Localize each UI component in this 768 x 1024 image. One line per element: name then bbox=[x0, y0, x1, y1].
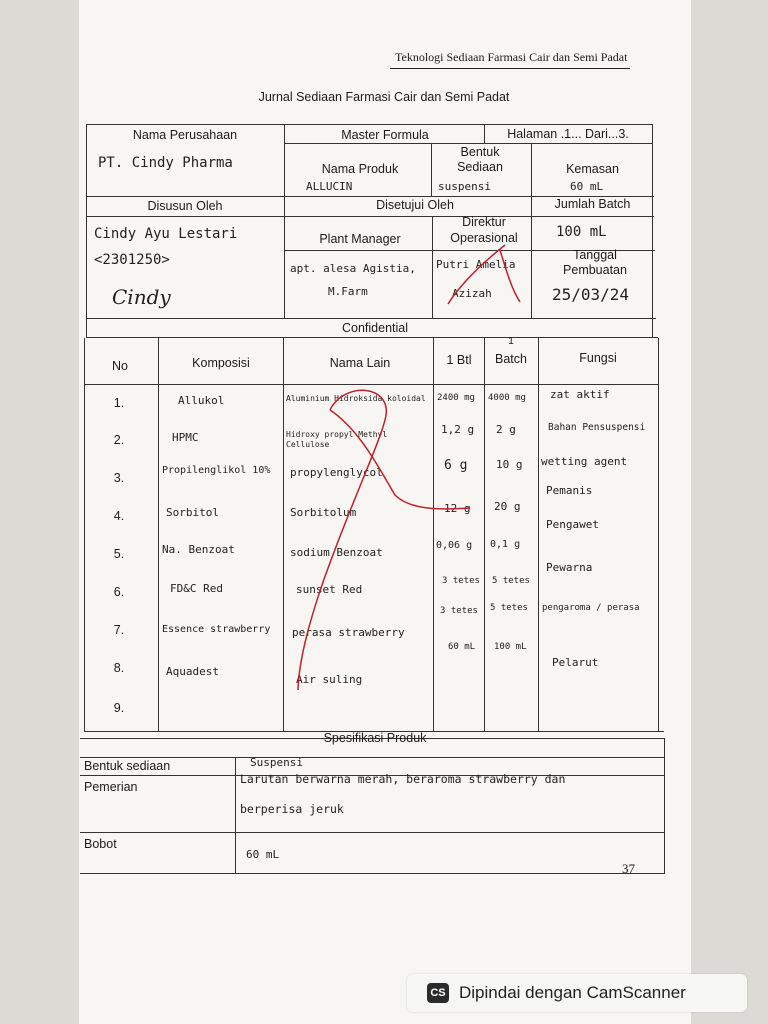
row-komposisi: Propilenglikol 10% bbox=[162, 465, 271, 476]
row-fungsi: Bahan Pensuspensi bbox=[548, 422, 646, 433]
document-title: Jurnal Sediaan Farmasi Cair dan Semi Padat bbox=[258, 90, 510, 104]
master-formula-label: Master Formula bbox=[341, 128, 429, 142]
tanggal-value: 25/03/24 bbox=[552, 285, 630, 304]
row-batch: 4000 mg bbox=[488, 393, 526, 403]
pemerian-label: Pemerian bbox=[84, 780, 138, 794]
row-no: 9. bbox=[113, 701, 125, 715]
row-batch: 0,1 g bbox=[490, 539, 521, 550]
bobot-value: 60 mL bbox=[246, 848, 280, 861]
row-btl: 12 g bbox=[444, 502, 471, 515]
row-batch: 2 g bbox=[496, 423, 516, 436]
red-ink-loop bbox=[298, 390, 473, 690]
bentuk-sediaan-spec-label: Bentuk sediaan bbox=[84, 759, 171, 773]
row-nama-lain: sunset Red bbox=[296, 583, 363, 596]
row-batch: 5 tetes bbox=[490, 603, 528, 613]
bentuk-sediaan-value: suspensi bbox=[438, 180, 491, 193]
row-nama-lain: propylenglycol bbox=[290, 466, 383, 479]
row-fungsi: Pelarut bbox=[552, 656, 599, 669]
col-header-batch-2: Batch bbox=[495, 352, 527, 366]
nama-produk-label: Nama Produk bbox=[321, 162, 399, 176]
direktur-value-1: Putri Amelia bbox=[436, 258, 516, 271]
row-fungsi: Pengawet bbox=[546, 518, 599, 531]
col-header-btl: 1 Btl bbox=[446, 353, 472, 367]
row-batch: 20 g bbox=[494, 500, 521, 513]
nama-perusahaan-label: Nama Perusahaan bbox=[132, 128, 238, 142]
row-fungsi: Pewarna bbox=[546, 561, 593, 574]
row-no: 5. bbox=[113, 547, 125, 561]
row-btl: 60 mL bbox=[448, 642, 476, 652]
confidential-label: Confidential bbox=[341, 321, 408, 335]
row-no: 3. bbox=[113, 471, 125, 485]
row-no: 4. bbox=[113, 509, 125, 523]
page-number: 37 bbox=[622, 861, 635, 876]
col-header-fungsi: Fungsi bbox=[579, 351, 617, 365]
row-batch: 5 tetes bbox=[492, 576, 530, 586]
tanggal-label: Tanggal Pembuatan bbox=[563, 248, 627, 277]
row-komposisi: Sorbitol bbox=[166, 506, 219, 519]
bobot-label: Bobot bbox=[84, 837, 117, 851]
camscanner-text: Dipindai dengan CamScanner bbox=[459, 983, 686, 1002]
row-fungsi: wetting agent bbox=[541, 455, 628, 468]
nama-produk-value: ALLUCIN bbox=[306, 180, 353, 193]
plant-manager-value-2: M.Farm bbox=[328, 285, 368, 298]
direktur-label: Direktur Operasional bbox=[450, 215, 518, 245]
red-ink-check bbox=[448, 245, 520, 304]
row-batch: 10 g bbox=[496, 458, 523, 471]
row-nama-lain: perasa strawberry bbox=[292, 626, 405, 639]
col-header-no: No bbox=[112, 359, 128, 373]
pemerian-value-1: Larutan berwarna merah, beraroma strawberry dan bbox=[240, 772, 566, 786]
row-btl: 3 tetes bbox=[440, 606, 478, 616]
jumlah-batch-value: 100 mL bbox=[556, 224, 607, 240]
direktur-value-2: Azizah bbox=[452, 287, 492, 300]
camscanner-logo-icon: CS bbox=[427, 983, 449, 1003]
row-batch: 100 mL bbox=[494, 642, 527, 652]
col-header-batch-1: 1 bbox=[508, 336, 514, 347]
row-nama-lain: Hidroxy propyl Methyl Cellulose bbox=[286, 430, 388, 449]
row-nama-lain: Aluminium Hidroksida koloidal bbox=[286, 394, 426, 403]
disusun-signature: Cindy bbox=[112, 285, 171, 309]
row-no: 8. bbox=[113, 661, 125, 675]
plant-manager-value-1: apt. alesa Agistia, bbox=[290, 262, 416, 275]
col-header-nama-lain: Nama Lain bbox=[329, 356, 391, 370]
row-nama-lain: sodium Benzoat bbox=[290, 546, 383, 559]
row-nama-lain: Sorbitolum bbox=[290, 506, 357, 519]
row-no: 2. bbox=[113, 433, 125, 447]
row-fungsi: Pemanis bbox=[546, 484, 593, 497]
disusun-oleh-label: Disusun Oleh bbox=[147, 199, 223, 213]
kemasan-value: 60 mL bbox=[570, 180, 604, 193]
camscanner-badge bbox=[407, 974, 747, 1012]
kemasan-label: Kemasan bbox=[566, 162, 619, 176]
spesifikasi-title: Spesifikasi Produk bbox=[323, 731, 427, 745]
nama-perusahaan-value: PT. Cindy Pharma bbox=[98, 155, 233, 171]
row-komposisi: Essence strawberry bbox=[162, 624, 271, 635]
row-btl: 3 tetes bbox=[442, 576, 480, 586]
bentuk-sediaan-label: Bentuk Sediaan bbox=[457, 145, 503, 174]
row-btl: 0,06 g bbox=[436, 540, 473, 551]
pemerian-value-2: berperisa jeruk bbox=[240, 802, 344, 816]
row-komposisi: FD&C Red bbox=[170, 582, 223, 595]
row-fungsi: zat aktif bbox=[550, 388, 610, 401]
row-komposisi: HPMC bbox=[172, 431, 199, 444]
row-no: 7. bbox=[113, 623, 125, 637]
jumlah-batch-label: Jumlah Batch bbox=[554, 197, 631, 211]
plant-manager-label: Plant Manager bbox=[319, 232, 401, 246]
row-komposisi: Allukol bbox=[178, 394, 225, 407]
row-btl: 6 g bbox=[444, 458, 468, 473]
bentuk-sediaan-spec-value: Suspensi bbox=[250, 756, 303, 769]
col-header-komposisi: Komposisi bbox=[192, 356, 250, 370]
row-no: 6. bbox=[113, 585, 125, 599]
row-btl: 1,2 g bbox=[441, 423, 475, 436]
disetujui-oleh-label: Disetujui Oleh bbox=[376, 198, 454, 212]
running-title: Teknologi Sediaan Farmasi Cair dan Semi Padat bbox=[395, 50, 628, 64]
row-fungsi: pengaroma / perasa bbox=[542, 603, 640, 613]
halaman-label: Halaman .1... Dari...3. bbox=[507, 127, 629, 141]
disusun-id: <2301250> bbox=[94, 252, 170, 268]
row-no: 1. bbox=[113, 396, 125, 410]
disusun-name: Cindy Ayu Lestari bbox=[94, 226, 238, 242]
row-btl: 2400 mg bbox=[437, 393, 475, 403]
row-nama-lain: Air suling bbox=[296, 673, 363, 686]
row-komposisi: Na. Benzoat bbox=[162, 543, 235, 556]
row-komposisi: Aquadest bbox=[166, 665, 219, 678]
